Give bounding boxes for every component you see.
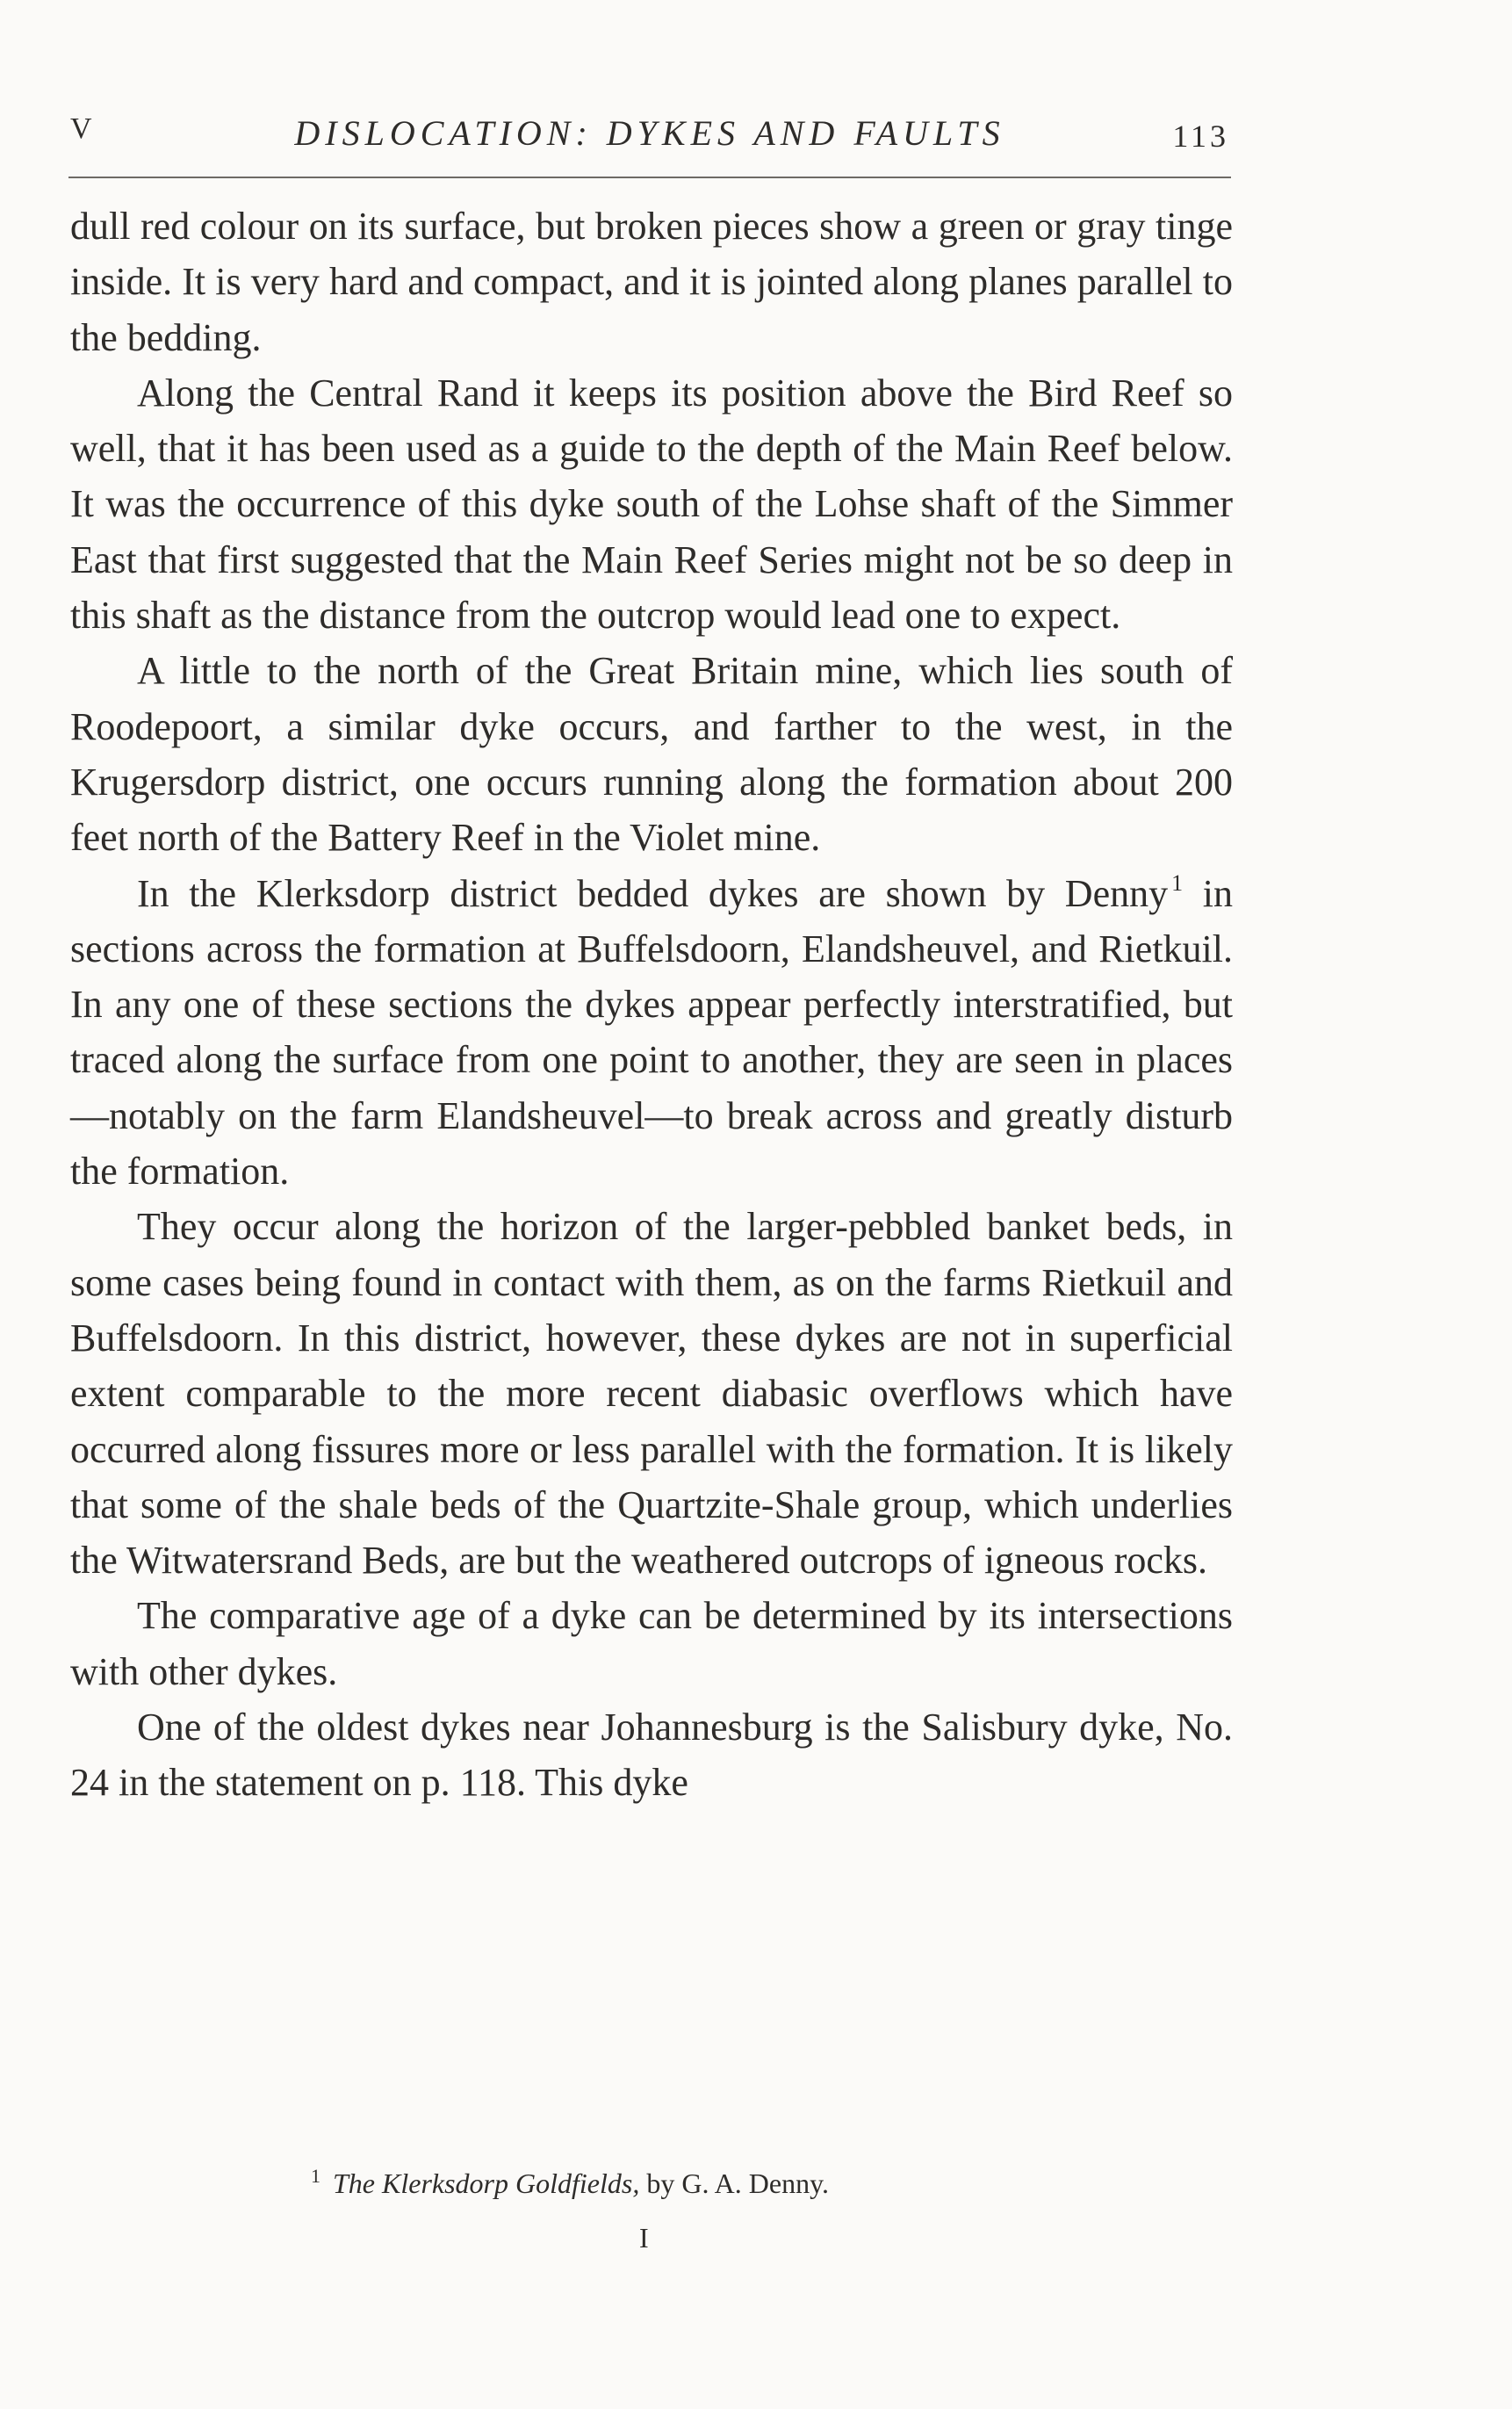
footnote-mark: 1 [311,2165,320,2187]
paragraph-text: in sections across the formation at Buffelsdoorn, Elandsheuvel, and Rietkuil. In any one of these sections the dykes appear perfectly interstratified, but traced along the surface from one point to another, they are seen in places—notably on the farm Elandsheuvel—to break across and greatly disturb the formation. [70,871,1233,1194]
footnote [311,2165,1189,2200]
page-number: 113 [1172,119,1229,154]
body-text [70,198,1233,1811]
paragraph: The comparative age of a dyke can be determined by its intersections with other dykes. [70,1594,1233,1693]
running-header [70,112,1229,156]
running-title: DISLOCATION: DYKES AND FAULTS [294,113,1005,153]
paragraph [70,866,1233,1200]
paragraph: One of the oldest dykes near Johannesburg is the Salisbury dyke, No. 24 in the statement on p. 118. This dyke [70,1706,1233,1805]
chapter-number: V [70,112,94,145]
header-rule [68,177,1231,178]
paragraph: dull red colour on its surface, but broken pieces show a green or gray tinge inside. It is very hard and compact, and it is jointed along planes parallel to the bedding. [70,205,1233,359]
paragraph: A little to the north of the Great Britain mine, which lies south of Roodepoort, a similar dyke occurs, and farther to the west, in the Krugersdorp district, one occurs running along the formation about 200 feet north of the Battery Reef in the Violet mine. [70,649,1233,860]
footnote-title: The Klerksdorp Goldfields, [333,2167,640,2199]
signature-mark: I [639,2222,649,2254]
footnote-text: by G. A. Denny. [639,2167,830,2199]
paragraph-text: In the Klerksdorp district bedded dykes are shown by Denny [137,871,1169,915]
footnote-reference: 1 [1171,869,1184,896]
paragraph: Along the Central Rand it keeps its position above the Bird Reef so well, that it has been used as a guide to the depth of the Main Reef below. It was the occurrence of this dyke south of the Lohse shaft of the Simmer East that first suggested that the Main Reef Series might not be so deep in this shaft as the distance from the outcrop would lead one to expect. [70,371,1233,638]
paragraph: They occur along the horizon of the larger-pebbled banket beds, in some cases being found in contact with them, as on the farms Rietkuil and Buffelsdoorn. In this district, however, these dykes are not in superficial extent comparable to the more recent diabasic overflows which have occurred along fissures more or less parallel with the formation. It is likely that some of the shale beds of the Quartzite-Shale group, which underlies the Witwatersrand Beds, are but the weathered outcrops of igneous rocks. [70,1205,1233,1583]
